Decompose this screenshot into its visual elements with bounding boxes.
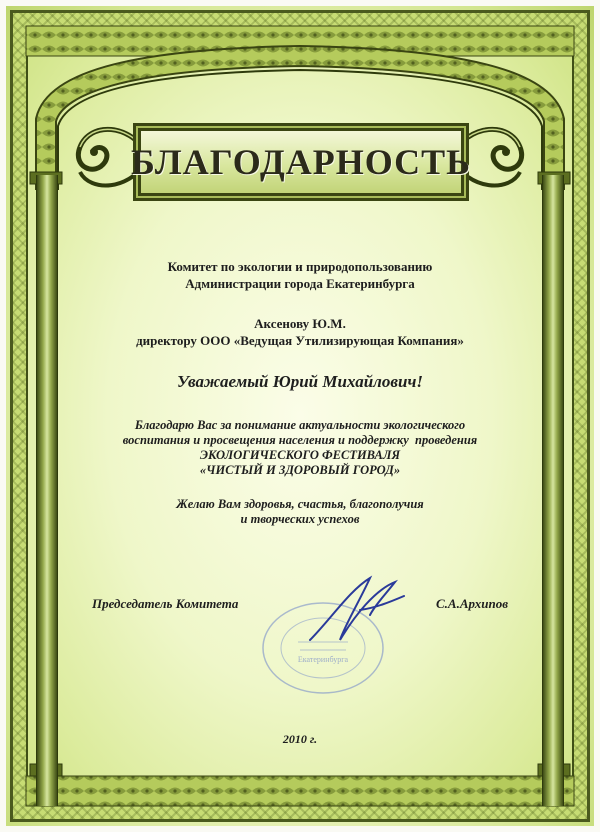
issuer-block (0, 258, 600, 292)
signatory-name: С.А.Архипов (436, 596, 509, 611)
festival-line-2: «ЧИСТЫЙ И ЗДОРОВЫЙ ГОРОД» (199, 463, 401, 477)
gratitude-text (0, 418, 600, 478)
body-line-2: воспитания и просвещения населения и поддержку проведения (122, 433, 478, 447)
body-line-1: Благодарю Вас за понимание актуальности экологического (134, 418, 466, 432)
recipient-position: директору ООО «Ведущая Утилизирующая Компания» (136, 333, 464, 348)
wishes-line-2: и творческих успехов (240, 512, 360, 526)
committee-name: Комитет по экологии и природопользованию (167, 259, 433, 274)
stamp-text: Екатеринбурга (297, 655, 349, 664)
administration-name: Администрации города Екатеринбурга (185, 276, 415, 291)
wishes-line-1: Желаю Вам здоровья, счастья, благополучия (176, 497, 424, 511)
recipient-name: Аксенову Ю.М. (254, 316, 346, 331)
issue-year: 2010 г. (282, 732, 318, 746)
recipient-block (0, 315, 600, 349)
certificate-title: БЛАГОДАРНОСТЬ (131, 142, 471, 182)
signatory-title: Председатель Комитета (92, 596, 239, 611)
festival-line-1: ЭКОЛОГИЧЕСКОГО ФЕСТИВАЛЯ (199, 448, 401, 462)
title-plaque (131, 128, 471, 196)
wishes-text (0, 497, 600, 527)
salutation: Уважаемый Юрий Михайлович! (177, 372, 423, 391)
handwritten-signature-icon (300, 570, 410, 650)
